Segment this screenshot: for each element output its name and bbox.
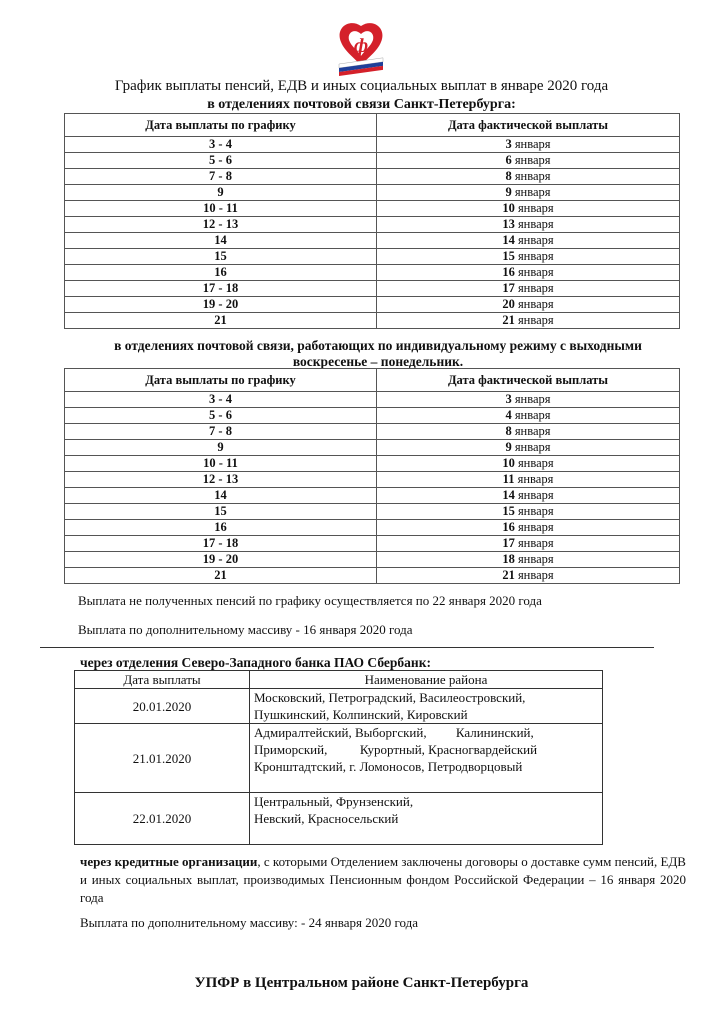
section-heading-post: в отделениях почтовой связи Санкт-Петербурга: — [207, 97, 516, 112]
actual-date: 17 января — [377, 536, 680, 552]
scheduled-date: 7 - 8 — [65, 424, 377, 440]
actual-date: 14 января — [377, 488, 680, 504]
table-row — [65, 153, 680, 169]
column-header: Дата фактической выплаты — [377, 114, 680, 137]
table-row — [65, 424, 680, 440]
scheduled-date: 21 — [65, 568, 377, 584]
table-row — [65, 201, 680, 217]
table-row — [65, 249, 680, 265]
actual-date: 8 января — [377, 424, 680, 440]
column-header: Дата выплаты по графику — [65, 114, 377, 137]
scheduled-date: 14 — [65, 488, 377, 504]
table-row — [65, 440, 680, 456]
table-row — [65, 185, 680, 201]
actual-date: 10 января — [377, 201, 680, 217]
table-row — [65, 568, 680, 584]
scheduled-date: 7 - 8 — [65, 169, 377, 185]
section-heading-individual: в отделениях почтовой связи, работающих по индивидуальному режиму с выходными воскресенье – понедельник. — [114, 338, 642, 369]
scheduled-date: 21 — [65, 313, 377, 329]
district-names: Центральный, Фрунзенский, Невский, Красносельский — [250, 793, 603, 845]
note-additional: Выплата по дополнительному массиву - 16 января 2020 года — [78, 622, 413, 637]
pfr-logo — [333, 20, 389, 78]
payment-date: 22.01.2020 — [75, 793, 250, 845]
section-heading-sber: через отделения Северо-Западного банка ПАО Сбербанк: — [80, 655, 431, 670]
actual-date: 18 января — [377, 552, 680, 568]
table-row — [65, 169, 680, 185]
column-header: Наименование района — [250, 671, 603, 689]
table-row — [65, 137, 680, 153]
table-row — [65, 233, 680, 249]
page-title: График выплаты пенсий, ЕДВ и иных социальных выплат в январе 2020 года — [114, 78, 609, 94]
table-row — [65, 217, 680, 233]
actual-date: 17 января — [377, 281, 680, 297]
table-row — [65, 456, 680, 472]
table-row — [65, 297, 680, 313]
district-names: Московский, Петроградский, Василеостровский, Пушкинский, Колпинский, Кировский — [250, 689, 603, 724]
table-row — [65, 408, 680, 424]
actual-date: 3 января — [377, 392, 680, 408]
table-row — [75, 793, 603, 845]
credit-organizations-text: через кредитные организации, с которыми Отделением заключены договоры о доставке сумм пенсий, ЕДВ и иных социальных выплат, производимых Пенсионным фондом Российской Федерации – 16 января 2020 года — [80, 854, 686, 905]
divider — [40, 647, 654, 648]
actual-date: 21 января — [377, 313, 680, 329]
actual-date: 8 января — [377, 169, 680, 185]
table-row — [75, 689, 603, 724]
payment-date: 21.01.2020 — [75, 724, 250, 793]
scheduled-date: 17 - 18 — [65, 281, 377, 297]
actual-date: 9 января — [377, 185, 680, 201]
table-row — [65, 313, 680, 329]
actual-date: 15 января — [377, 504, 680, 520]
scheduled-date: 9 — [65, 440, 377, 456]
table-row — [65, 265, 680, 281]
actual-date: 6 января — [377, 153, 680, 169]
actual-date: 14 января — [377, 233, 680, 249]
scheduled-date: 12 - 13 — [65, 472, 377, 488]
scheduled-date: 17 - 18 — [65, 536, 377, 552]
schedule-table-individual — [64, 368, 680, 584]
svg-text:ф: ф — [353, 35, 369, 57]
scheduled-date: 12 - 13 — [65, 217, 377, 233]
actual-date: 21 января — [377, 568, 680, 584]
table-row — [65, 488, 680, 504]
scheduled-date: 10 - 11 — [65, 456, 377, 472]
table-row — [65, 552, 680, 568]
actual-date: 11 января — [377, 472, 680, 488]
actual-date: 16 января — [377, 265, 680, 281]
scheduled-date: 3 - 4 — [65, 137, 377, 153]
column-header: Дата выплаты по графику — [65, 369, 377, 392]
actual-date: 15 января — [377, 249, 680, 265]
scheduled-date: 19 - 20 — [65, 552, 377, 568]
scheduled-date: 15 — [65, 504, 377, 520]
scheduled-date: 10 - 11 — [65, 201, 377, 217]
note-additional-credit: Выплата по дополнительному массиву: - 24 января 2020 года — [80, 915, 418, 930]
table-row — [65, 536, 680, 552]
column-header: Дата фактической выплаты — [377, 369, 680, 392]
table-row — [65, 472, 680, 488]
scheduled-date: 5 - 6 — [65, 408, 377, 424]
schedule-table-post — [64, 113, 680, 329]
actual-date: 3 января — [377, 137, 680, 153]
sber-table — [74, 670, 603, 845]
scheduled-date: 3 - 4 — [65, 392, 377, 408]
actual-date: 9 января — [377, 440, 680, 456]
table-row — [75, 724, 603, 793]
actual-date: 20 января — [377, 297, 680, 313]
actual-date: 13 января — [377, 217, 680, 233]
scheduled-date: 15 — [65, 249, 377, 265]
note-unpaid: Выплата не полученных пенсий по графику осуществляется по 22 января 2020 года — [78, 593, 542, 608]
scheduled-date: 16 — [65, 520, 377, 536]
table-row — [65, 281, 680, 297]
actual-date: 16 января — [377, 520, 680, 536]
scheduled-date: 14 — [65, 233, 377, 249]
scheduled-date: 16 — [65, 265, 377, 281]
district-names: Адмиралтейский, Выборгский, Калининский, Приморский, Курортный, Красногвардейский Кронштадтский, г. Ломоносов, Петродворцовый — [250, 724, 603, 793]
scheduled-date: 5 - 6 — [65, 153, 377, 169]
column-header: Дата выплаты — [75, 671, 250, 689]
footer-org-name: УПФР в Центральном районе Санкт-Петербурга — [194, 975, 529, 991]
payment-date: 20.01.2020 — [75, 689, 250, 724]
scheduled-date: 19 - 20 — [65, 297, 377, 313]
table-row — [65, 392, 680, 408]
actual-date: 4 января — [377, 408, 680, 424]
actual-date: 10 января — [377, 456, 680, 472]
scheduled-date: 9 — [65, 185, 377, 201]
table-row — [65, 504, 680, 520]
table-row — [65, 520, 680, 536]
